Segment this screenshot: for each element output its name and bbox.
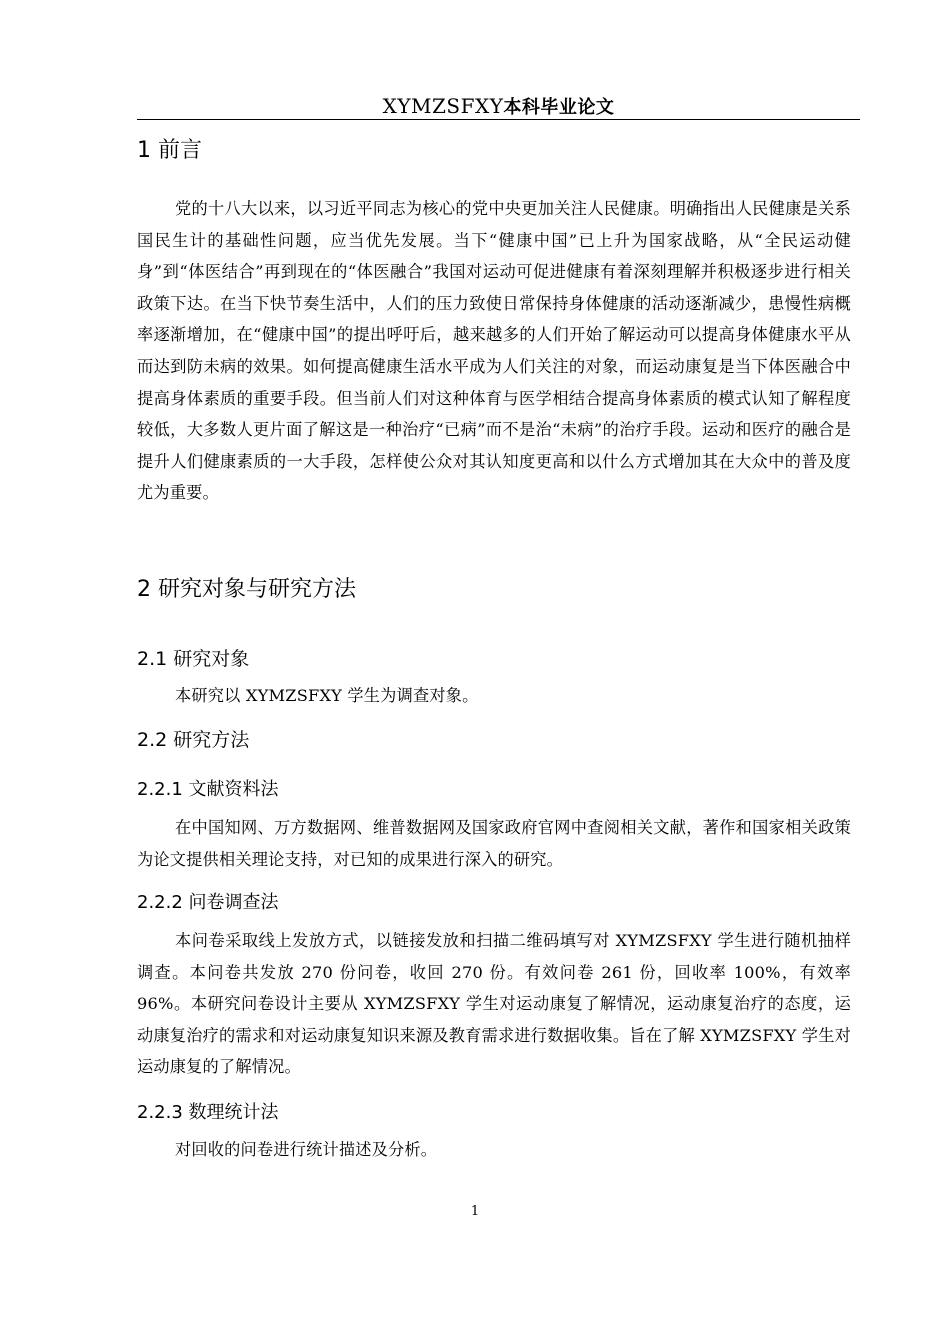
section-heading-2: 2 研究对象与研究方法 [137, 577, 356, 602]
section-heading-2-2-1: 2.2.1 文献资料法 [137, 779, 279, 800]
paragraph-questionnaire-method: 本问卷采取线上发放方式，以链接发放和扫描二维码填写对 XYMZSFXY 学生进行随机抽样调查。本问卷共发放 270 份问卷，收回 270 份。有效问卷 261 份，回收率 100%，有效率 96%。本研究问卷设计主要从 XYMZSFXY 学生对运动康复了解情况，运动康复治疗的态度，运动康复治疗的需求和对运动康复知识来源及教育需求进行数据收集。旨在了解 XYMZSFXY 学生对运动康复的了解情况。 [137, 931, 851, 1077]
page-number: 1 [470, 1204, 480, 1219]
section-heading-2-2-2: 2.2.2 问卷调查法 [137, 892, 279, 913]
header-text [383, 94, 615, 118]
section-heading-2-2: 2.2 研究方法 [137, 729, 250, 751]
section-heading-2-2-3: 2.2.3 数理统计法 [137, 1102, 279, 1123]
header-title: 本科毕业论文 [503, 97, 615, 118]
section-heading-2-1: 2.1 研究对象 [137, 648, 250, 670]
header-prefix: XYMZSFXY [382, 94, 504, 118]
running-header [137, 92, 860, 120]
paragraph-statistics-method: 对回收的问卷进行统计描述及分析。 [175, 1140, 438, 1159]
paragraph-research-subject: 本研究以 XYMZSFXY 学生为调查对象。 [175, 686, 479, 705]
paragraph-literature-method: 在中国知网、万方数据网、维普数据网及国家政府官网中查阅相关文献，著作和国家相关政策为论文提供相关理论支持，对已知的成果进行深入的研究。 [137, 818, 851, 869]
paragraph-introduction: 党的十八大以来，以习近平同志为核心的党中央更加关注人民健康。明确指出人民健康是关系国民生计的基础性问题，应当优先发展。当下“健康中国”已上升为国家战略，从“全民运动健身”到“体医结合”再到现在的“体医融合”我国对运动可促进健康有着深刻理解并积极逐步进行相关政策下达。在当下快节奏生活中，人们的压力致使日常保持身体健康的活动逐渐减少，患慢性病概率逐渐增加，在“健康中国”的提出呼吁后，越来越多的人们开始了解运动可以提高身体健康水平从而达到防未病的效果。如何提高健康生活水平成为人们关注的对象，而运动康复是当下体医融合中提高身体素质的重要手段。但当前人们对这种体育与医学相结合提高身体素质的模式认知了解程度较低，大多数人更片面了解这是一种治疗“已病”而不是治“未病”的治疗手段。运动和医疗的融合是提升人们健康素质的一大手段，怎样使公众对其认知度更高和以什么方式增加其在大众中的普及度尤为重要。 [137, 199, 851, 503]
section-heading-1: 1 前言 [137, 138, 202, 163]
